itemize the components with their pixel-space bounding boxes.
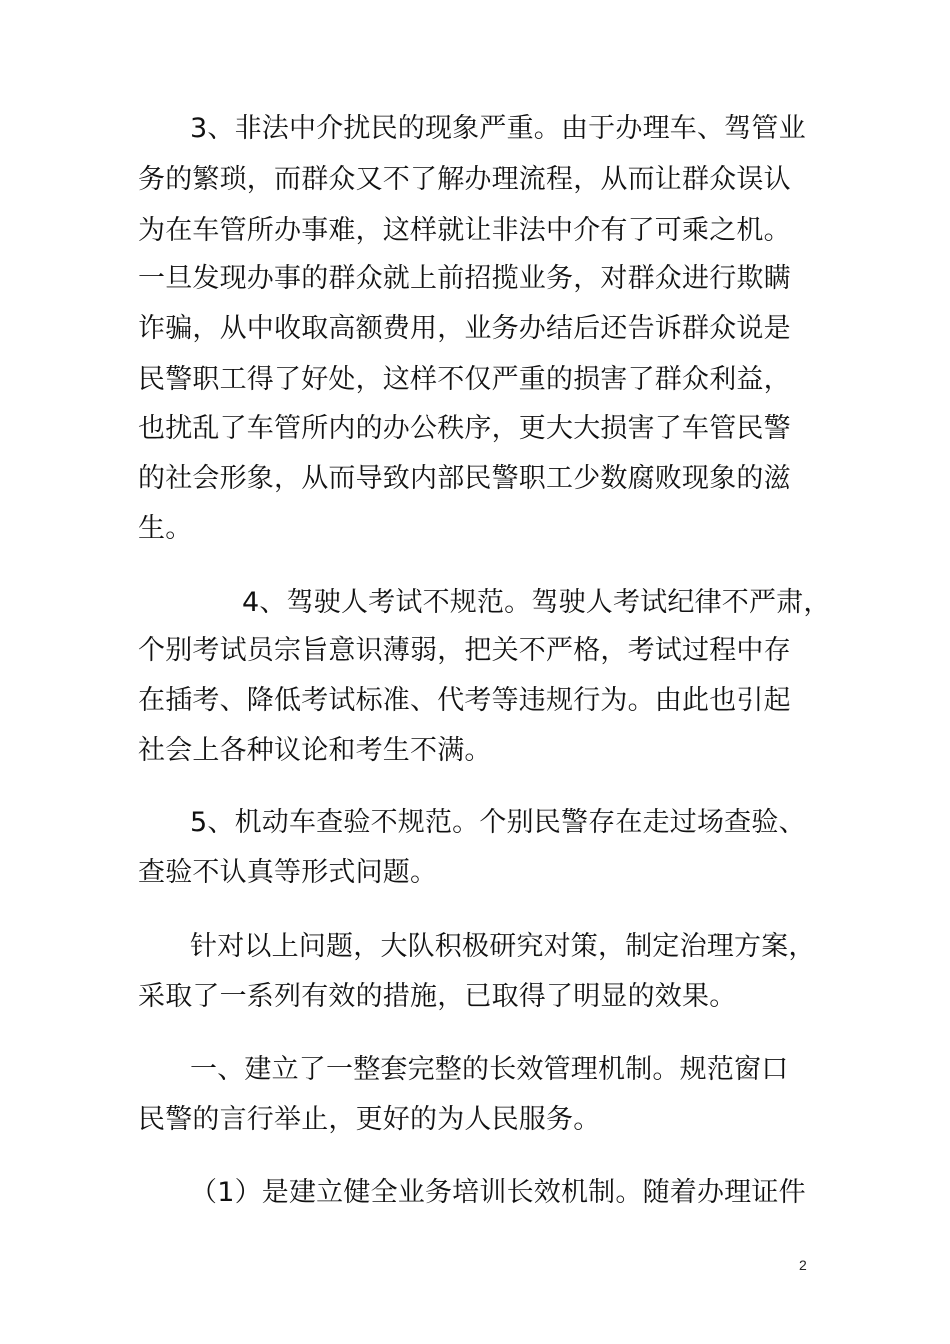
- text-line: 诈骗，从中收取高额费用，业务办结后还告诉群众说是: [138, 313, 791, 344]
- text-line: 社会上各种议论和考生不满。: [138, 735, 492, 766]
- text-line: 在插考、降低考试标准、代考等违规行为。由此也引起: [138, 685, 791, 716]
- text-line: 也扰乱了车管所内的办公秩序，更大大损害了车管民警: [138, 413, 791, 444]
- text-line: 3、非法中介扰民的现象严重。由于办理车、驾管业: [190, 113, 806, 144]
- text-line: 一旦发现办事的群众就上前招揽业务，对群众进行欺瞒: [138, 263, 791, 294]
- text-line: 个别考试员宗旨意识薄弱，把关不严格，考试过程中存: [138, 635, 791, 666]
- text-line: 的社会形象，从而导致内部民警职工少数腐败现象的滋: [138, 463, 791, 494]
- text-line: 4、驾驶人考试不规范。驾驶人考试纪律不严肃，: [242, 587, 831, 618]
- text-line: 采取了一系列有效的措施，已取得了明显的效果。: [138, 981, 737, 1012]
- text-line: 生。: [138, 513, 193, 544]
- page-number: 2: [799, 1257, 807, 1273]
- text-line: 为在车管所办事难，这样就让非法中介有了可乘之机。: [138, 215, 791, 246]
- text-line: 一、建立了一整套完整的长效管理机制。规范窗口: [190, 1054, 789, 1085]
- text-line: 务的繁琐，而群众又不了解办理流程，从而让群众误认: [138, 164, 791, 195]
- text-line: 针对以上问题，大队积极研究对策，制定治理方案，: [190, 931, 816, 962]
- text-line: 5、机动车查验不规范。个别民警存在走过场查验、: [190, 807, 806, 838]
- text-line: 民警的言行举止，更好的为人民服务。: [138, 1104, 601, 1135]
- text-line: 查验不认真等形式问题。: [138, 857, 438, 888]
- text-line: （1）是建立健全业务培训长效机制。随着办理证件: [190, 1177, 806, 1208]
- text-line: 民警职工得了好处，这样不仅严重的损害了群众利益，: [138, 364, 791, 395]
